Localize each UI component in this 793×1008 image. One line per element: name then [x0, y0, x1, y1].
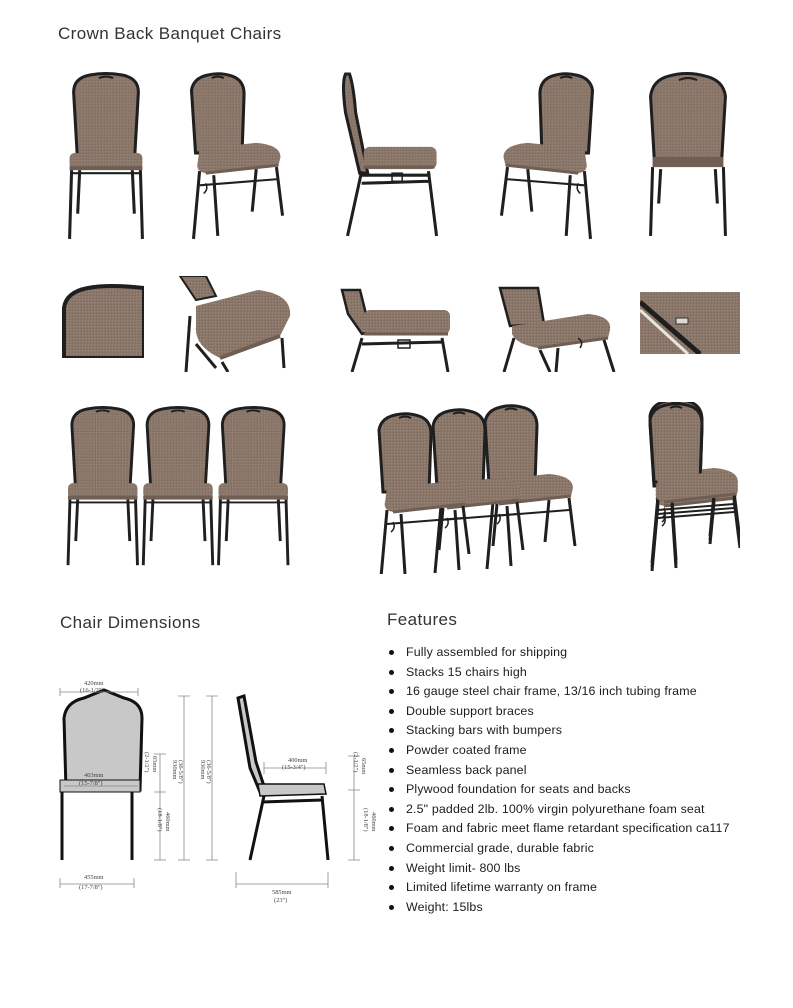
detail-photo-seat-side — [340, 288, 452, 372]
dim-depth-mm: 585mm — [272, 889, 292, 896]
feature-item: Fully assembled for shipping — [388, 643, 730, 663]
bullet-icon — [389, 866, 394, 871]
bullet-icon — [389, 787, 394, 792]
bullet-icon — [389, 689, 394, 694]
bullet-icon — [389, 768, 394, 773]
chair-photo-rear-angle — [492, 72, 604, 244]
bullet-icon — [389, 728, 394, 733]
bullet-icon — [389, 885, 394, 890]
dim-side-back-in: (2-1/2") — [352, 752, 359, 773]
chair-group-angled-row — [368, 404, 580, 574]
dim-total-height-in: (36-5/8") — [177, 760, 184, 784]
dim-seat-depth-mm: 400mm — [288, 757, 308, 764]
chair-photo-side — [334, 72, 442, 244]
dim-base-width-mm: 455mm — [84, 874, 104, 881]
dim-side-back-mm: 65mm — [360, 758, 367, 775]
feature-item: Weight: 15lbs — [388, 898, 730, 918]
detail-photo-back-corner — [58, 284, 144, 358]
feature-item: Stacking bars with bumpers — [388, 721, 730, 741]
features-title: Features — [387, 610, 458, 629]
dim-seat-height-in: (18-1/8") — [156, 808, 163, 832]
dim-side-seat-in: (18-1/8") — [362, 808, 369, 832]
dim-total-height-mm: 930mm — [171, 760, 178, 780]
chair-photo-rear — [646, 72, 730, 244]
features-list — [388, 643, 730, 917]
bullet-icon — [389, 670, 394, 675]
dim-seat-width-mm: 403mm — [84, 772, 104, 779]
chair-group-front-row — [62, 406, 294, 570]
detail-photo-stacking-bumper — [640, 292, 740, 354]
dim-top-width-in: (16-1/2") — [80, 687, 104, 694]
bullet-icon — [389, 650, 394, 655]
feature-item: Powder coated frame — [388, 741, 730, 761]
bullet-icon — [389, 846, 394, 851]
bullet-icon — [389, 709, 394, 714]
dim-side-height-mm: 930mm — [199, 760, 206, 780]
feature-item: 2.5" padded 2lb. 100% virgin polyurethane foam seat — [388, 800, 730, 820]
bullet-icon — [389, 905, 394, 910]
feature-item: Limited lifetime warranty on frame — [388, 878, 730, 898]
bullet-icon — [389, 748, 394, 753]
feature-item: Commercial grade, durable fabric — [388, 839, 730, 859]
dimensions-title: Chair Dimensions — [60, 613, 201, 632]
dim-seat-width-in: (15-7/8") — [79, 780, 103, 787]
dim-seat-height-mm: 460mm — [164, 812, 171, 832]
dim-seat-depth-in: (15-3/4") — [282, 764, 306, 771]
detail-photo-rear-seat — [498, 286, 616, 372]
dim-side-seat-mm: 460mm — [370, 812, 377, 832]
chair-photo-three-quarter — [182, 72, 290, 244]
feature-item: Double support braces — [388, 702, 730, 722]
dim-top-width-mm: 420mm — [84, 680, 104, 687]
dim-base-width-in: (17-7/8") — [79, 884, 103, 891]
feature-item: Stacks 15 chairs high — [388, 663, 730, 683]
feature-item: Foam and fabric meet flame retardant specification ca117 — [388, 819, 730, 839]
feature-item: Plywood foundation for seats and backs — [388, 780, 730, 800]
chair-stack — [644, 402, 740, 576]
detail-photo-seat-angle — [176, 276, 294, 372]
feature-item: Seamless back panel — [388, 761, 730, 781]
feature-item: Weight limit- 800 lbs — [388, 859, 730, 879]
page-title: Crown Back Banquet Chairs — [58, 24, 282, 43]
dim-back-height-mm: 65mm — [151, 756, 158, 773]
bullet-icon — [389, 807, 394, 812]
bullet-icon — [389, 826, 394, 831]
dim-depth-in: (23") — [274, 897, 288, 904]
dim-side-height-in: (36-5/8") — [205, 760, 212, 784]
chair-photo-front — [62, 72, 150, 244]
dim-back-height-in: (2-1/2") — [143, 752, 150, 773]
feature-item: 16 gauge steel chair frame, 13/16 inch tubing frame — [388, 682, 730, 702]
